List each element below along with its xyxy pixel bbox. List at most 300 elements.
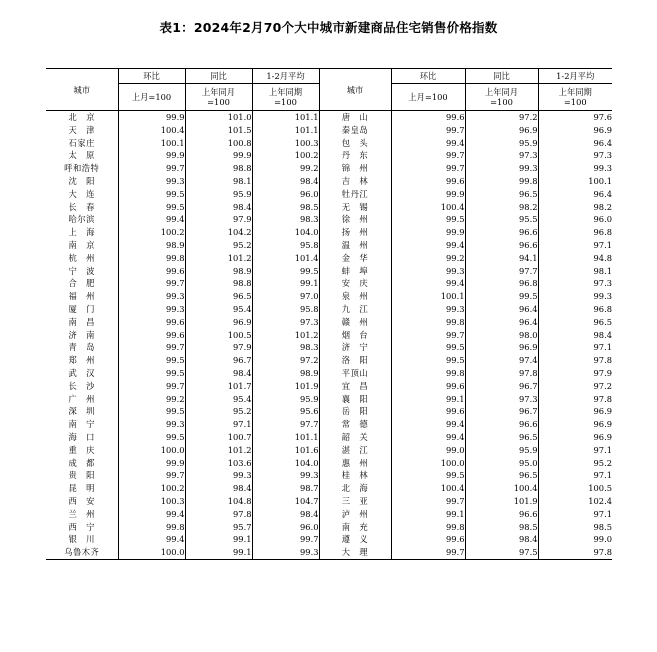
city-name-left: 乌鲁木齐 [46, 546, 118, 559]
avg-value-left: 104.0 [252, 457, 319, 470]
avg-value-right: 97.1 [538, 341, 612, 354]
city-name-left: 重 庆 [68, 444, 95, 455]
avg-header-left: 1-2月平均 [252, 69, 319, 84]
avg-value-left: 98.3 [252, 213, 319, 226]
city-name-right: 大 理 [319, 546, 391, 559]
yoy-value-right: 98.2 [465, 201, 538, 214]
city-name-right: 湛 江 [319, 444, 391, 457]
mom-value-right: 99.8 [391, 367, 465, 380]
avg-value-left: 101.9 [252, 380, 319, 393]
yoy-value-left: 99.3 [185, 469, 252, 482]
city-name-right: 徐 州 [319, 213, 391, 226]
yoy-value-left: 100.5 [185, 329, 252, 342]
city-name-right: 岳 阳 [319, 405, 391, 418]
city-name-right: 金 华 [319, 252, 391, 265]
mom-value-left: 99.8 [118, 521, 185, 534]
mom-value-right: 99.7 [391, 329, 465, 342]
mom-value-left: 99.6 [118, 316, 185, 329]
city-name-right: 丹 东 [319, 149, 391, 162]
avg-value-left: 98.3 [252, 341, 319, 354]
avg-value-left: 98.9 [252, 367, 319, 380]
avg-value-right: 96.4 [538, 188, 612, 201]
avg-value-left: 97.0 [252, 290, 319, 303]
yoy-value-right: 96.6 [465, 418, 538, 431]
avg-value-right: 98.2 [538, 201, 612, 214]
table-row [46, 226, 612, 239]
table-row [46, 380, 612, 393]
yoy-value-right: 96.9 [465, 124, 538, 137]
mom-value-left: 100.2 [118, 226, 185, 239]
yoy-value-right: 99.5 [465, 290, 538, 303]
avg-value-left: 100.3 [252, 137, 319, 150]
yoy-value-left: 99.1 [185, 533, 252, 546]
yoy-value-right: 96.7 [465, 380, 538, 393]
city-name-right: 三 亚 [319, 495, 391, 508]
yoy-value-left: 100.8 [185, 137, 252, 150]
table-row [46, 188, 612, 201]
mom-value-right: 99.6 [391, 175, 465, 188]
table-row [46, 124, 612, 137]
mom-value-right: 99.4 [391, 418, 465, 431]
avg-value-right: 97.8 [538, 546, 612, 559]
table-row [46, 175, 612, 188]
mom-value-left: 99.5 [118, 431, 185, 444]
mom-value-left: 100.3 [118, 495, 185, 508]
mom-value-right: 99.6 [391, 533, 465, 546]
avg-value-right: 97.3 [538, 277, 612, 290]
mom-value-right: 99.8 [391, 316, 465, 329]
avg-value-left: 101.1 [252, 124, 319, 137]
yoy-value-right: 96.6 [465, 226, 538, 239]
table-row [46, 162, 612, 175]
city-name-left: 合 肥 [68, 278, 95, 289]
yoy-value-left: 95.2 [185, 405, 252, 418]
avg-value-left: 98.5 [252, 201, 319, 214]
table-row [46, 457, 612, 470]
city-name-right: 温 州 [319, 239, 391, 252]
yoy-value-left: 96.7 [185, 354, 252, 367]
city-name-right: 泸 州 [319, 508, 391, 521]
avg-value-right: 96.9 [538, 431, 612, 444]
price-index-table [46, 68, 612, 560]
yoy-value-right: 96.4 [465, 316, 538, 329]
avg-value-right: 97.1 [538, 444, 612, 457]
city-name-left: 南 宁 [68, 419, 95, 430]
avg-value-left: 104.0 [252, 226, 319, 239]
mom-value-left: 99.7 [118, 469, 185, 482]
yoy-value-left: 98.4 [185, 482, 252, 495]
city-name-left: 哈尔滨 [68, 214, 95, 225]
city-header-left: 城市 [46, 69, 118, 111]
mom-value-right: 99.5 [391, 341, 465, 354]
city-name-left: 深 圳 [68, 406, 95, 417]
yoy-value-right: 97.5 [465, 546, 538, 559]
yoy-value-left: 97.1 [185, 418, 252, 431]
city-name-left: 南 京 [68, 239, 95, 250]
city-name-left: 上 海 [68, 227, 95, 238]
table-row [46, 533, 612, 546]
city-name-left: 成 都 [68, 457, 95, 468]
yoy-value-right: 97.8 [465, 367, 538, 380]
yoy-value-left: 96.5 [185, 290, 252, 303]
mom-value-right: 99.5 [391, 469, 465, 482]
avg-value-right: 99.3 [538, 162, 612, 175]
table-row [46, 546, 612, 559]
yoy-value-left: 100.7 [185, 431, 252, 444]
yoy-value-right: 96.5 [465, 469, 538, 482]
city-name-left: 青 岛 [68, 342, 95, 353]
city-name-right: 赣 州 [319, 316, 391, 329]
table-row [46, 393, 612, 406]
yoy-value-left: 101.0 [185, 111, 252, 124]
yoy-value-right: 96.8 [465, 277, 538, 290]
mom-value-left: 99.3 [118, 303, 185, 316]
table-row [46, 303, 612, 316]
mom-base-right: 上月=100 [391, 84, 465, 111]
mom-header-right: 环比 [391, 69, 465, 84]
city-name-right: 洛 阳 [319, 354, 391, 367]
yoy-value-right: 98.0 [465, 329, 538, 342]
city-name-right: 韶 关 [319, 431, 391, 444]
avg-value-right: 96.5 [538, 316, 612, 329]
yoy-value-left: 96.9 [185, 316, 252, 329]
avg-value-right: 96.0 [538, 213, 612, 226]
table-row [46, 277, 612, 290]
table-body [46, 111, 612, 560]
yoy-value-right: 96.6 [465, 239, 538, 252]
mom-value-right: 99.7 [391, 149, 465, 162]
avg-value-right: 102.4 [538, 495, 612, 508]
avg-value-right: 100.1 [538, 175, 612, 188]
city-name-right: 常 德 [319, 418, 391, 431]
mom-value-right: 99.7 [391, 162, 465, 175]
city-name-left: 郑 州 [68, 355, 95, 366]
yoy-value-left: 95.2 [185, 239, 252, 252]
table-row [46, 367, 612, 380]
yoy-value-left: 98.8 [185, 277, 252, 290]
avg-value-left: 99.3 [252, 469, 319, 482]
mom-value-right: 99.7 [391, 124, 465, 137]
avg-value-right: 100.5 [538, 482, 612, 495]
avg-value-left: 101.2 [252, 329, 319, 342]
yoy-value-right: 97.2 [465, 111, 538, 124]
city-name-left: 兰 州 [68, 508, 95, 519]
table-row [46, 201, 612, 214]
avg-value-left: 101.6 [252, 444, 319, 457]
table-row [46, 137, 612, 150]
avg-value-right: 97.1 [538, 469, 612, 482]
mom-value-left: 100.0 [118, 546, 185, 559]
avg-value-left: 101.4 [252, 252, 319, 265]
mom-value-right: 100.1 [391, 290, 465, 303]
mom-value-right: 99.5 [391, 213, 465, 226]
yoy-value-left: 101.7 [185, 380, 252, 393]
mom-value-left: 99.5 [118, 367, 185, 380]
city-name-right: 襄 阳 [319, 393, 391, 406]
table-row [46, 239, 612, 252]
avg-value-right: 96.9 [538, 418, 612, 431]
avg-value-right: 94.8 [538, 252, 612, 265]
city-name-left: 天 津 [68, 124, 95, 135]
mom-value-left: 99.6 [118, 329, 185, 342]
table-row [46, 521, 612, 534]
mom-value-right: 99.3 [391, 303, 465, 316]
yoy-base-right: 上年同月 =100 [465, 84, 538, 111]
city-name-right: 惠 州 [319, 457, 391, 470]
city-name-right: 遵 义 [319, 533, 391, 546]
yoy-value-right: 96.9 [465, 341, 538, 354]
yoy-value-left: 101.2 [185, 252, 252, 265]
city-name-left: 呼和浩特 [64, 163, 100, 174]
city-name-right: 北 海 [319, 482, 391, 495]
table-row [46, 418, 612, 431]
city-name-right: 九 江 [319, 303, 391, 316]
city-name-right: 秦皇岛 [319, 124, 391, 137]
avg-value-right: 95.2 [538, 457, 612, 470]
city-name-left: 太 原 [68, 150, 95, 161]
mom-value-right: 99.9 [391, 226, 465, 239]
yoy-value-right: 96.5 [465, 431, 538, 444]
mom-value-left: 99.5 [118, 354, 185, 367]
mom-value-right: 99.7 [391, 546, 465, 559]
avg-value-left: 95.8 [252, 303, 319, 316]
city-name-left: 宁 波 [68, 265, 95, 276]
avg-value-left: 98.4 [252, 508, 319, 521]
table-row [46, 213, 612, 226]
city-name-right: 泉 州 [319, 290, 391, 303]
yoy-value-left: 97.9 [185, 341, 252, 354]
avg-header-right: 1-2月平均 [538, 69, 612, 84]
mom-value-left: 100.0 [118, 444, 185, 457]
table-title: 表1：2024年2月70个大中城市新建商品住宅销售价格指数 [159, 20, 498, 35]
mom-value-right: 99.4 [391, 277, 465, 290]
city-name-left: 福 州 [68, 291, 95, 302]
yoy-value-left: 101.2 [185, 444, 252, 457]
yoy-value-left: 97.9 [185, 213, 252, 226]
yoy-header-left: 同比 [185, 69, 252, 84]
mom-value-right: 99.4 [391, 137, 465, 150]
yoy-header-right: 同比 [465, 69, 538, 84]
city-name-right: 烟 台 [319, 329, 391, 342]
table-row [46, 444, 612, 457]
avg-value-right: 98.1 [538, 265, 612, 278]
mom-base-left: 上月=100 [118, 84, 185, 111]
table-row [46, 431, 612, 444]
yoy-value-left: 98.1 [185, 175, 252, 188]
yoy-value-left: 104.8 [185, 495, 252, 508]
mom-value-left: 99.2 [118, 393, 185, 406]
yoy-value-left: 95.9 [185, 188, 252, 201]
avg-value-right: 97.1 [538, 508, 612, 521]
avg-value-left: 96.0 [252, 188, 319, 201]
avg-value-right: 97.3 [538, 149, 612, 162]
mom-value-left: 99.5 [118, 188, 185, 201]
mom-value-right: 99.8 [391, 521, 465, 534]
mom-value-right: 99.4 [391, 431, 465, 444]
mom-value-right: 99.1 [391, 508, 465, 521]
yoy-value-left: 95.4 [185, 393, 252, 406]
city-name-left: 西 宁 [68, 521, 95, 532]
table-row [46, 111, 612, 124]
city-name-left: 大 连 [68, 188, 95, 199]
table-row [46, 290, 612, 303]
avg-value-right: 97.8 [538, 393, 612, 406]
avg-value-right: 97.1 [538, 239, 612, 252]
mom-value-left: 99.9 [118, 457, 185, 470]
mom-value-left: 99.3 [118, 175, 185, 188]
city-name-right: 无 锡 [319, 201, 391, 214]
avg-value-right: 98.4 [538, 329, 612, 342]
city-name-right: 蚌 埠 [319, 265, 391, 278]
city-name-right: 南 充 [319, 521, 391, 534]
mom-value-right: 99.4 [391, 239, 465, 252]
mom-header-left: 环比 [118, 69, 185, 84]
yoy-value-right: 97.3 [465, 393, 538, 406]
avg-value-left: 100.2 [252, 149, 319, 162]
mom-value-right: 99.3 [391, 265, 465, 278]
avg-value-right: 96.8 [538, 303, 612, 316]
city-name-left: 贵 阳 [68, 470, 95, 481]
avg-value-right: 97.9 [538, 367, 612, 380]
mom-value-left: 99.4 [118, 533, 185, 546]
avg-value-left: 98.7 [252, 482, 319, 495]
yoy-value-right: 96.5 [465, 188, 538, 201]
mom-value-left: 100.4 [118, 124, 185, 137]
yoy-value-right: 97.4 [465, 354, 538, 367]
city-name-left: 广 州 [68, 393, 95, 404]
yoy-value-left: 98.4 [185, 201, 252, 214]
table-row [46, 316, 612, 329]
yoy-base-left: 上年同月 =100 [185, 84, 252, 111]
mom-value-left: 99.7 [118, 380, 185, 393]
avg-value-right: 96.9 [538, 405, 612, 418]
mom-value-left: 99.3 [118, 290, 185, 303]
mom-value-left: 99.7 [118, 341, 185, 354]
yoy-value-left: 101.5 [185, 124, 252, 137]
avg-value-left: 101.1 [252, 111, 319, 124]
city-name-left: 沈 阳 [68, 175, 95, 186]
city-name-left: 昆 明 [68, 483, 95, 494]
city-name-left: 武 汉 [68, 367, 95, 378]
city-name-left: 长 春 [68, 201, 95, 212]
city-name-left: 石家庄 [68, 137, 95, 148]
yoy-value-right: 95.9 [465, 444, 538, 457]
mom-value-left: 99.6 [118, 265, 185, 278]
avg-base-right: 上年同期 =100 [538, 84, 612, 111]
city-name-left: 南 昌 [68, 316, 95, 327]
mom-value-left: 99.8 [118, 252, 185, 265]
yoy-value-right: 95.5 [465, 213, 538, 226]
mom-value-left: 100.1 [118, 137, 185, 150]
yoy-value-left: 95.7 [185, 521, 252, 534]
city-name-right: 扬 州 [319, 226, 391, 239]
yoy-value-left: 99.9 [185, 149, 252, 162]
avg-value-right: 99.3 [538, 290, 612, 303]
mom-value-right: 99.2 [391, 252, 465, 265]
city-header-right: 城市 [319, 69, 391, 111]
avg-value-left: 97.7 [252, 418, 319, 431]
mom-value-left: 99.4 [118, 508, 185, 521]
mom-value-left: 99.5 [118, 201, 185, 214]
avg-value-left: 97.3 [252, 316, 319, 329]
avg-value-left: 99.1 [252, 277, 319, 290]
table-row [46, 482, 612, 495]
city-name-left: 长 沙 [68, 380, 95, 391]
city-name-right: 唐 山 [319, 111, 391, 124]
yoy-value-left: 103.6 [185, 457, 252, 470]
table-row [46, 495, 612, 508]
city-name-right: 济 宁 [319, 341, 391, 354]
table-row [46, 341, 612, 354]
mom-value-left: 99.4 [118, 213, 185, 226]
yoy-value-right: 96.4 [465, 303, 538, 316]
avg-value-left: 95.8 [252, 239, 319, 252]
table-row [46, 405, 612, 418]
avg-value-left: 99.2 [252, 162, 319, 175]
yoy-value-right: 98.5 [465, 521, 538, 534]
mom-value-left: 99.9 [118, 149, 185, 162]
city-name-right: 安 庆 [319, 277, 391, 290]
mom-value-left: 99.7 [118, 162, 185, 175]
table-row [46, 469, 612, 482]
mom-value-right: 99.0 [391, 444, 465, 457]
avg-value-right: 99.0 [538, 533, 612, 546]
mom-value-right: 100.4 [391, 482, 465, 495]
yoy-value-right: 101.9 [465, 495, 538, 508]
avg-value-left: 99.3 [252, 546, 319, 559]
avg-value-left: 104.7 [252, 495, 319, 508]
mom-value-right: 99.6 [391, 380, 465, 393]
city-name-left: 海 口 [68, 431, 95, 442]
avg-value-left: 99.7 [252, 533, 319, 546]
yoy-value-right: 100.4 [465, 482, 538, 495]
table-row [46, 149, 612, 162]
mom-value-right: 99.9 [391, 188, 465, 201]
avg-value-right: 96.9 [538, 124, 612, 137]
table-row [46, 252, 612, 265]
city-name-right: 平顶山 [319, 367, 391, 380]
city-name-left: 银 川 [68, 534, 95, 545]
yoy-value-right: 95.0 [465, 457, 538, 470]
yoy-value-left: 104.2 [185, 226, 252, 239]
mom-value-left: 99.7 [118, 277, 185, 290]
avg-value-left: 97.2 [252, 354, 319, 367]
yoy-value-left: 99.1 [185, 546, 252, 559]
avg-value-left: 98.4 [252, 175, 319, 188]
avg-value-left: 95.9 [252, 393, 319, 406]
yoy-value-left: 98.9 [185, 265, 252, 278]
avg-value-right: 97.8 [538, 354, 612, 367]
city-name-right: 包 头 [319, 137, 391, 150]
yoy-value-left: 98.8 [185, 162, 252, 175]
mom-value-left: 100.2 [118, 482, 185, 495]
avg-value-left: 101.1 [252, 431, 319, 444]
avg-value-right: 96.4 [538, 137, 612, 150]
avg-value-right: 97.6 [538, 111, 612, 124]
city-name-left: 济 南 [68, 329, 95, 340]
avg-base-left: 上年同期 =100 [252, 84, 319, 111]
yoy-value-right: 96.7 [465, 405, 538, 418]
mom-value-right: 99.5 [391, 354, 465, 367]
table-row [46, 508, 612, 521]
city-name-left: 杭 州 [68, 252, 95, 263]
mom-value-left: 99.9 [118, 111, 185, 124]
city-name-left: 西 安 [68, 495, 95, 506]
mom-value-left: 98.9 [118, 239, 185, 252]
mom-value-left: 99.3 [118, 418, 185, 431]
city-name-right: 宜 昌 [319, 380, 391, 393]
table-row [46, 265, 612, 278]
